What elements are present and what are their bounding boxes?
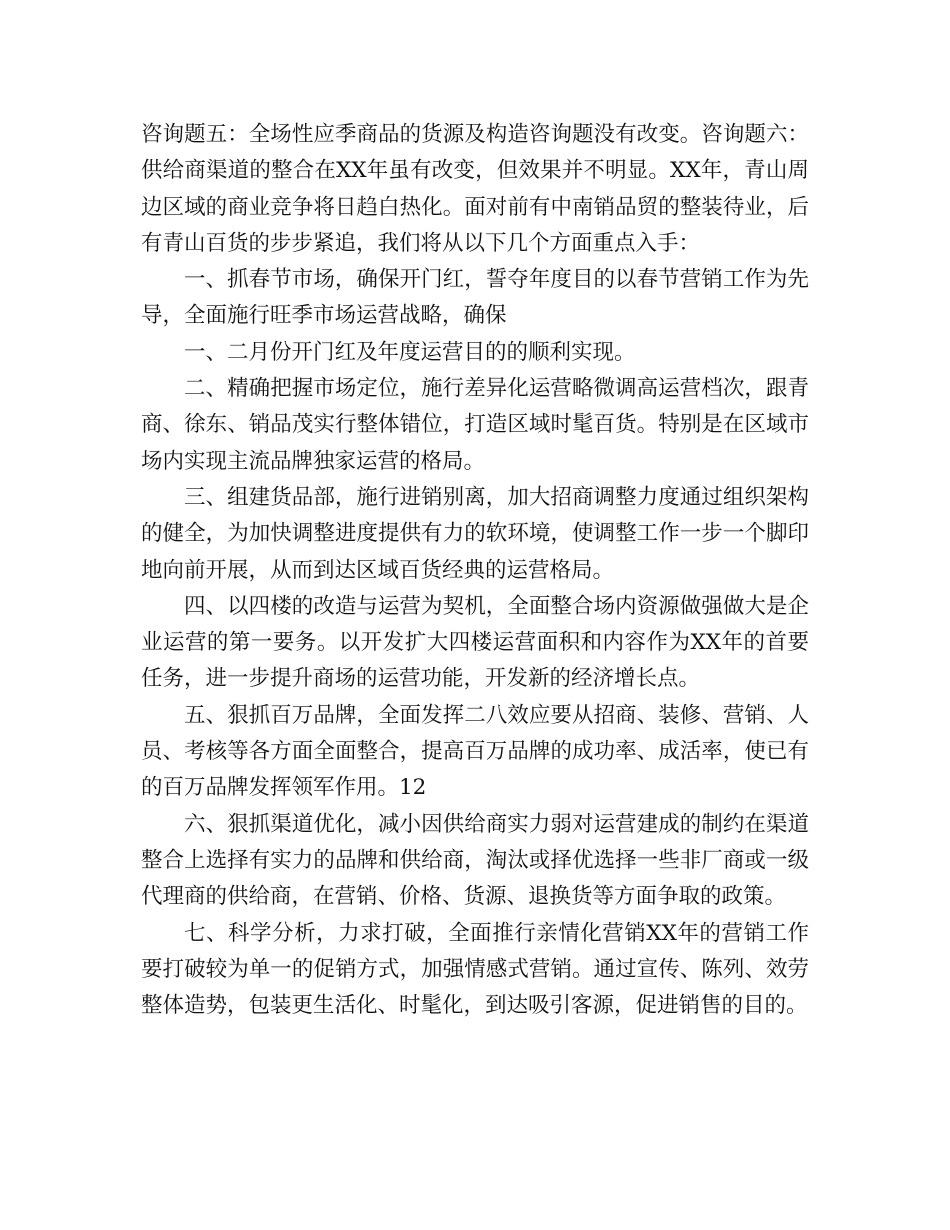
document-body	[141, 117, 809, 1024]
paragraph-point-7: 七、科学分析，力求打破，全面推行亲情化营销XX年的营销工作要打破较为单一的促销方式，加强情感式营销。通过宣传、陈列、效劳整体造势，包装更生活化、时髦化，到达吸引客源，促进销售的目的。	[141, 920, 809, 1019]
paragraph-point-1-cont: 一、二月份开门红及年度运营目的的顺利实现。	[184, 339, 636, 365]
paragraph-point-3: 三、组建货品部，施行进销别离，加大招商调整力度通过组织架构的健全，为加快调整进度提供有力的软环境，使调整工作一步一个脚印地向前开展，从而到达区域百货经典的运营格局。	[141, 484, 809, 583]
paragraph-point-4: 四、以四楼的改造与运营为契机，全面整合场内资源做强做大是企业运营的第一要务。以开发扩大四楼运营面积和内容作为XX年的首要任务，进一步提升商场的运营功能，开发新的经济增长点。	[141, 593, 809, 692]
paragraph-point-5: 五、狠抓百万品牌，全面发挥二八效应要从招商、装修、营销、人员、考核等各方面全面整合，提高百万品牌的成功率、成活率，使已有的百万品牌发挥领军作用。12	[141, 702, 809, 801]
paragraph-point-6: 六、狠抓渠道优化，减小因供给商实力弱对运营建成的制约在渠道整合上选择有实力的品牌和供给商，淘汰或择优选择一些非厂商或一级代理商的供给商，在营销、价格、货源、退换货等方面争取的政策。	[141, 811, 809, 910]
paragraph-intro: 咨询题五：全场性应季商品的货源及构造咨询题没有改变。咨询题六：供给商渠道的整合在XX年虽有改变，但效果并不明显。XX年，青山周边区域的商业竞争将日趋白热化。面对前有中南销品贸的整装待业，后有青山百货的步步紧追，我们将从以下几个方面重点入手：	[141, 122, 809, 256]
paragraph-point-1: 一、抓春节市场，确保开门红，誓夺年度目的以春节营销工作为先导，全面施行旺季市场运营战略，确保	[141, 267, 809, 329]
paragraph-point-2: 二、精确把握市场定位，施行差异化运营略微调高运营档次，跟青商、徐东、销品茂实行整体错位，打造区域时髦百货。特别是在区域市场内实现主流品牌独家运营的格局。	[141, 376, 809, 474]
